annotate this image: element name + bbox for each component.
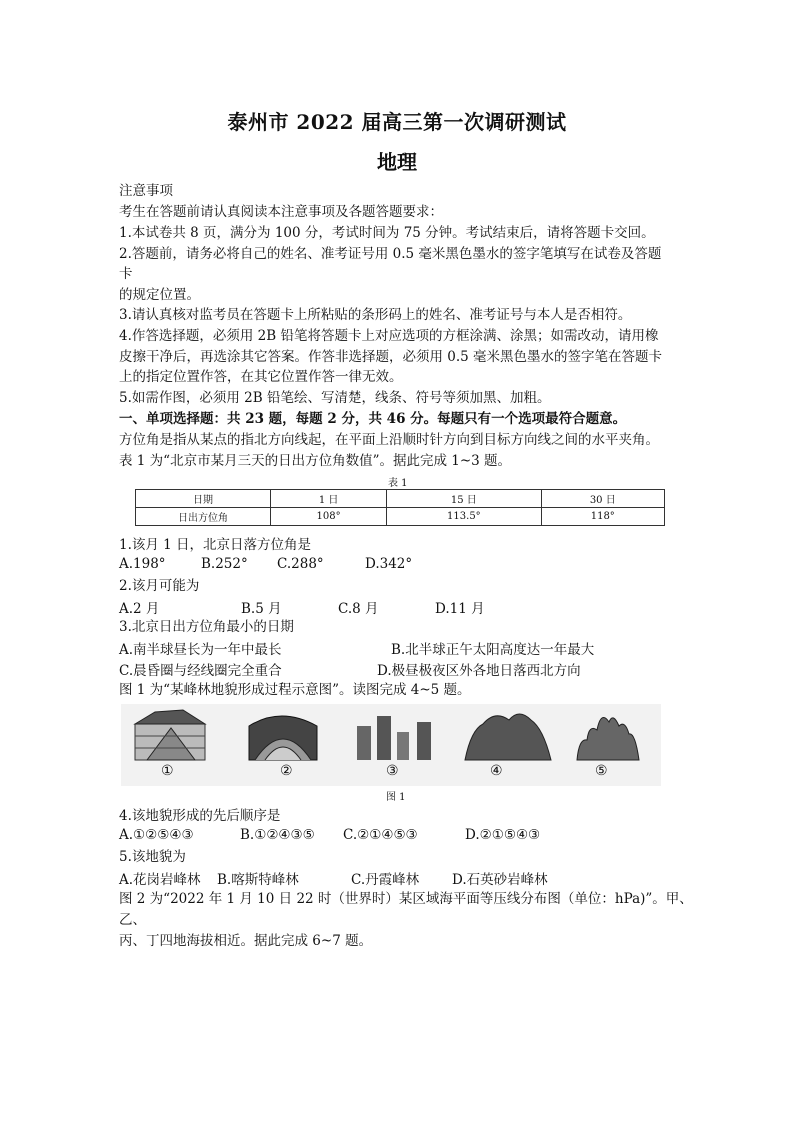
option: A.南半球昼长为一年中最长 [119, 642, 282, 658]
question-stem: 5.该地貌为 [119, 849, 186, 865]
table-cell: 日期 [136, 490, 271, 508]
section-intro: 方位角是指从某点的指北方向线起，在平面上沿顺时针方向到目标方向线之间的水平夹角。 [119, 432, 659, 448]
option: D.11 月 [435, 601, 485, 617]
figure-intro: 图 2 为“2022 年 1 月 10 日 22 时（世界时）某区域海平面等压线分布图（单位：hPa)”。甲、 [119, 891, 693, 907]
option: A.2 月 [119, 601, 160, 617]
figure-caption: 图 1 [386, 792, 406, 803]
figure-label: ③ [386, 763, 399, 779]
option: B.喀斯特峰林 [217, 872, 299, 888]
question-stem: 2.该月可能为 [119, 578, 200, 594]
figure-intro: 丙、丁四地海拔相近。据此完成 6~7 题。 [119, 933, 373, 949]
option: B.252° [201, 556, 248, 572]
figure-label: ① [161, 763, 174, 779]
table-cell: 15 日 [387, 490, 541, 508]
stage-5-illustration [577, 718, 639, 761]
notice-line: 1.本试卷共 8 页，满分为 100 分，考试时间为 75 分钟。考试结束后，请将答题卡交回。 [119, 225, 655, 241]
option: C.8 月 [338, 601, 379, 617]
option: A.198° [119, 556, 166, 572]
option: A.①②⑤④③ [119, 827, 194, 843]
option: D.②①⑤④③ [465, 827, 541, 843]
question-stem: 3.北京日出方位角最小的日期 [119, 619, 294, 635]
notice-line: 3.请认真核对监考员在答题卡上所粘贴的条形码上的姓名、准考证号与本人是否相符。 [119, 307, 632, 323]
notice-line: 卡 [119, 266, 133, 282]
option: C.丹霞峰林 [351, 872, 420, 888]
option: D.极昼极夜区外各地日落西北方向 [377, 663, 581, 679]
option: B.北半球正午太阳高度达一年最大 [391, 642, 595, 658]
notice-line: 考生在答题前请认真阅读本注意事项及各题答题要求： [119, 204, 443, 220]
notice-line: 2.答题前，请务必将自己的姓名、准考证号用 0.5 毫米黑色墨水的签字笔填写在试卷及答题 [119, 246, 662, 262]
notice-heading: 注意事项 [119, 183, 173, 199]
exam-subject: 地理 [377, 150, 417, 174]
option: D.石英砂岩峰林 [452, 872, 548, 888]
notice-line: 4.作答选择题，必须用 2B 铅笔将答题卡上对应选项的方框涂满、涂黑；如需改动，请用橡 [119, 328, 659, 344]
table-cell: 108° [271, 508, 387, 526]
figure-label: ② [280, 763, 293, 779]
table-row [136, 508, 665, 526]
notice-line: 5.如需作图，必须用 2B 铅笔绘、写清楚，线条、符号等须加黑、加粗。 [119, 390, 551, 406]
table-cell: 30 日 [541, 490, 664, 508]
figure-label: ④ [490, 763, 503, 779]
sunrise-azimuth-table [135, 489, 665, 526]
table-cell: 日出方位角 [136, 508, 271, 526]
notice-line: 的规定位置。 [119, 287, 200, 303]
stage-2-illustration [249, 716, 317, 760]
option: C.②①④⑤③ [343, 827, 418, 843]
table-caption: 表 1 [388, 478, 408, 489]
question-stem: 4.该地貌形成的先后顺序是 [119, 808, 281, 824]
question-stem: 1.该月 1 日，北京日落方位角是 [119, 537, 312, 553]
notice-line: 上的指定位置作答，在其它位置作答一律无效。 [119, 369, 403, 385]
exam-title: 泰州市 2022 届高三第一次调研测试 [227, 110, 567, 134]
table-cell: 1 日 [271, 490, 387, 508]
table-cell: 113.5° [387, 508, 541, 526]
option: C.288° [277, 556, 324, 572]
figure-label: ⑤ [595, 763, 608, 779]
figure-intro: 图 1 为“某峰林地貌形成过程示意图”。读图完成 4~5 题。 [119, 682, 471, 698]
section-heading: 一、单项选择题：共 23 题，每题 2 分，共 46 分。每题只有一个选项最符合题意。 [119, 411, 627, 427]
section-intro: 表 1 为“北京市某月三天的日出方位角数值”。据此完成 1~3 题。 [119, 453, 512, 469]
table-cell: 118° [541, 508, 664, 526]
stage-4-illustration [465, 714, 551, 760]
option: C.晨昏圈与经线圈完全重合 [119, 663, 282, 679]
option: B.5 月 [241, 601, 282, 617]
figure-intro: 乙、 [119, 912, 146, 928]
table-row [136, 490, 665, 508]
stage-1-illustration [135, 710, 205, 760]
option: B.①②④③⑤ [240, 827, 315, 843]
option: D.342° [365, 556, 413, 572]
notice-line: 皮擦干净后，再选涂其它答案。作答非选择题，必须用 0.5 毫米黑色墨水的签字笔在答题卡 [119, 349, 663, 365]
stage-3-illustration [357, 716, 431, 760]
option: A.花岗岩峰林 [119, 872, 201, 888]
